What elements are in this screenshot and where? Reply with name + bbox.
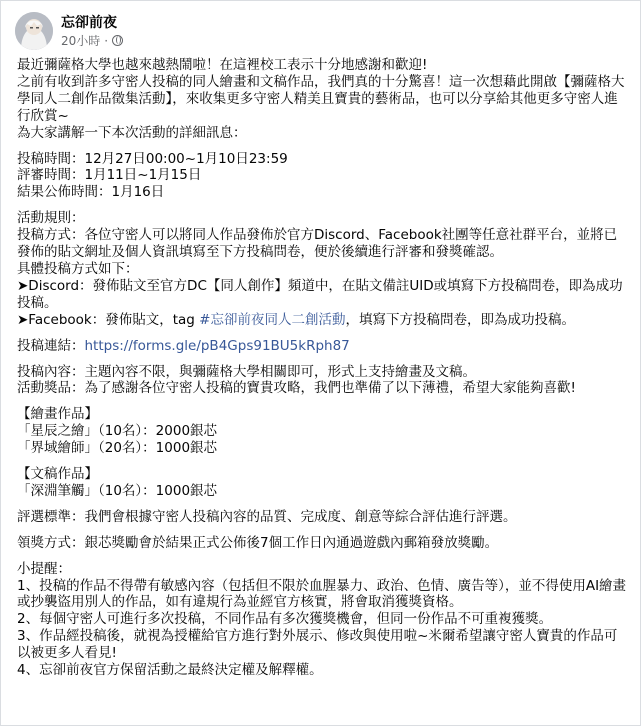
art-prize-2: 「界域繪師」（20名）：1000銀芯 [17, 440, 218, 457]
hashtag-link[interactable]: #忘卻前夜同人二創活動 [199, 311, 346, 328]
tips-title: 小提醒： [17, 560, 71, 577]
rules-method: 投稿方式：各位守密人可以將同人作品發佈於官方Discord、Facebook社團等任意社群平台，並將已發佈的貼文網址及個人資訊填寫至下方投稿問卷，便於後續進行評審和發獎確認。 [17, 227, 618, 261]
intro-line-3: 為大家講解一下本次活動的詳細訊息： [17, 124, 247, 141]
rules-fb-suffix: ，填寫下方投稿問卷，即為成功投稿。 [345, 311, 575, 328]
text-section-title: 【文稿作品】 [17, 466, 98, 483]
rules-fb-prefix: ➤Facebook：發佈貼文，tag [17, 311, 200, 328]
post-time[interactable]: 20小時 [61, 33, 101, 48]
avatar[interactable] [15, 12, 53, 50]
content-requirements: 投稿內容：主題內容不限，與彌薩格大學相關即可，形式上支持繪畫及文稿。 [17, 363, 476, 380]
tip-4: 4、忘卻前夜官方保留活動之最終決定權及解釋權。 [17, 662, 323, 679]
author-name[interactable]: 忘卻前夜 [61, 14, 117, 31]
rules-discord: ➤Discord：發佈貼文至官方DC【同人創作】頻道中，在貼文備註UID或填寫下方投稿問卷，即為成功投稿。 [17, 277, 623, 311]
submission-form-link[interactable]: https://forms.gle/pB4Gps91BU5kRph87 [84, 337, 350, 354]
post-meta [61, 33, 123, 49]
globe-icon [112, 35, 123, 46]
tip-1: 1、投稿的作品不得帶有敏感內容（包括但不限於血腥暴力、政治、色情、廣告等），並不得使用AI繪畫或抄襲盜用別人的作品，如有違規行為並經官方核實，將會取消獲獎資格。 [17, 577, 627, 611]
submission-link-line [17, 338, 627, 355]
post-body [17, 57, 627, 679]
rules-detail: 具體投稿方式如下： [17, 260, 139, 277]
submission-link-label: 投稿連結： [17, 337, 85, 354]
intro-line-2: 之前有收到許多守密人投稿的同人繪畫和文稿作品，我們真的十分驚喜！這一次想藉此開啟【彌薩格大學同人二創作品徵集活動】，來收集更多守密人精美且寶貴的藝術品，也可以分享給其他更多守密人進行欣賞~ [17, 73, 625, 124]
tip-3: 3、作品經投稿後，就視為授權給官方進行對外展示、修改與使用啦~米爾希望讓守密人寶貴的作品可以被更多人看見! [17, 628, 618, 662]
criteria-text: 評選標準：我們會根據守密人投稿內容的品質、完成度、創意等綜合評估進行評選。 [17, 508, 517, 525]
art-section-title: 【繪畫作品】 [17, 406, 98, 423]
rules-title: 活動規則： [17, 210, 85, 227]
rules-facebook [17, 312, 627, 329]
intro-line-1: 最近彌薩格大學也越來越熱鬧啦！在這裡校工表示十分地感謝和歡迎! [17, 57, 428, 73]
post-header [15, 11, 123, 51]
art-prize-1: 「星辰之繪」（10名）：2000銀芯 [17, 423, 218, 440]
tip-2: 2、每個守密人可進行多次投稿，不同作品有多次獲獎機會，但同一份作品不可重複獲獎。 [17, 611, 553, 628]
schedule-submit: 投稿時間：12月27日00:00~1月10日23:59 [17, 150, 288, 167]
claim-text: 領獎方式：銀芯獎勵會於結果正式公佈後7個工作日內通過遊戲內郵箱發放獎勵。 [17, 534, 499, 551]
rewards-text: 活動獎品：為了感謝各位守密人投稿的寶貴攻略，我們也準備了以下薄禮，希望大家能夠喜歡! [17, 380, 576, 397]
text-prize-1: 「深淵筆觸」（10名）：1000銀芯 [17, 482, 218, 499]
meta-separator: · [104, 33, 109, 48]
schedule-result: 結果公佈時間：1月16日 [17, 184, 165, 201]
schedule-review: 評審時間：1月11日~1月15日 [17, 167, 202, 184]
